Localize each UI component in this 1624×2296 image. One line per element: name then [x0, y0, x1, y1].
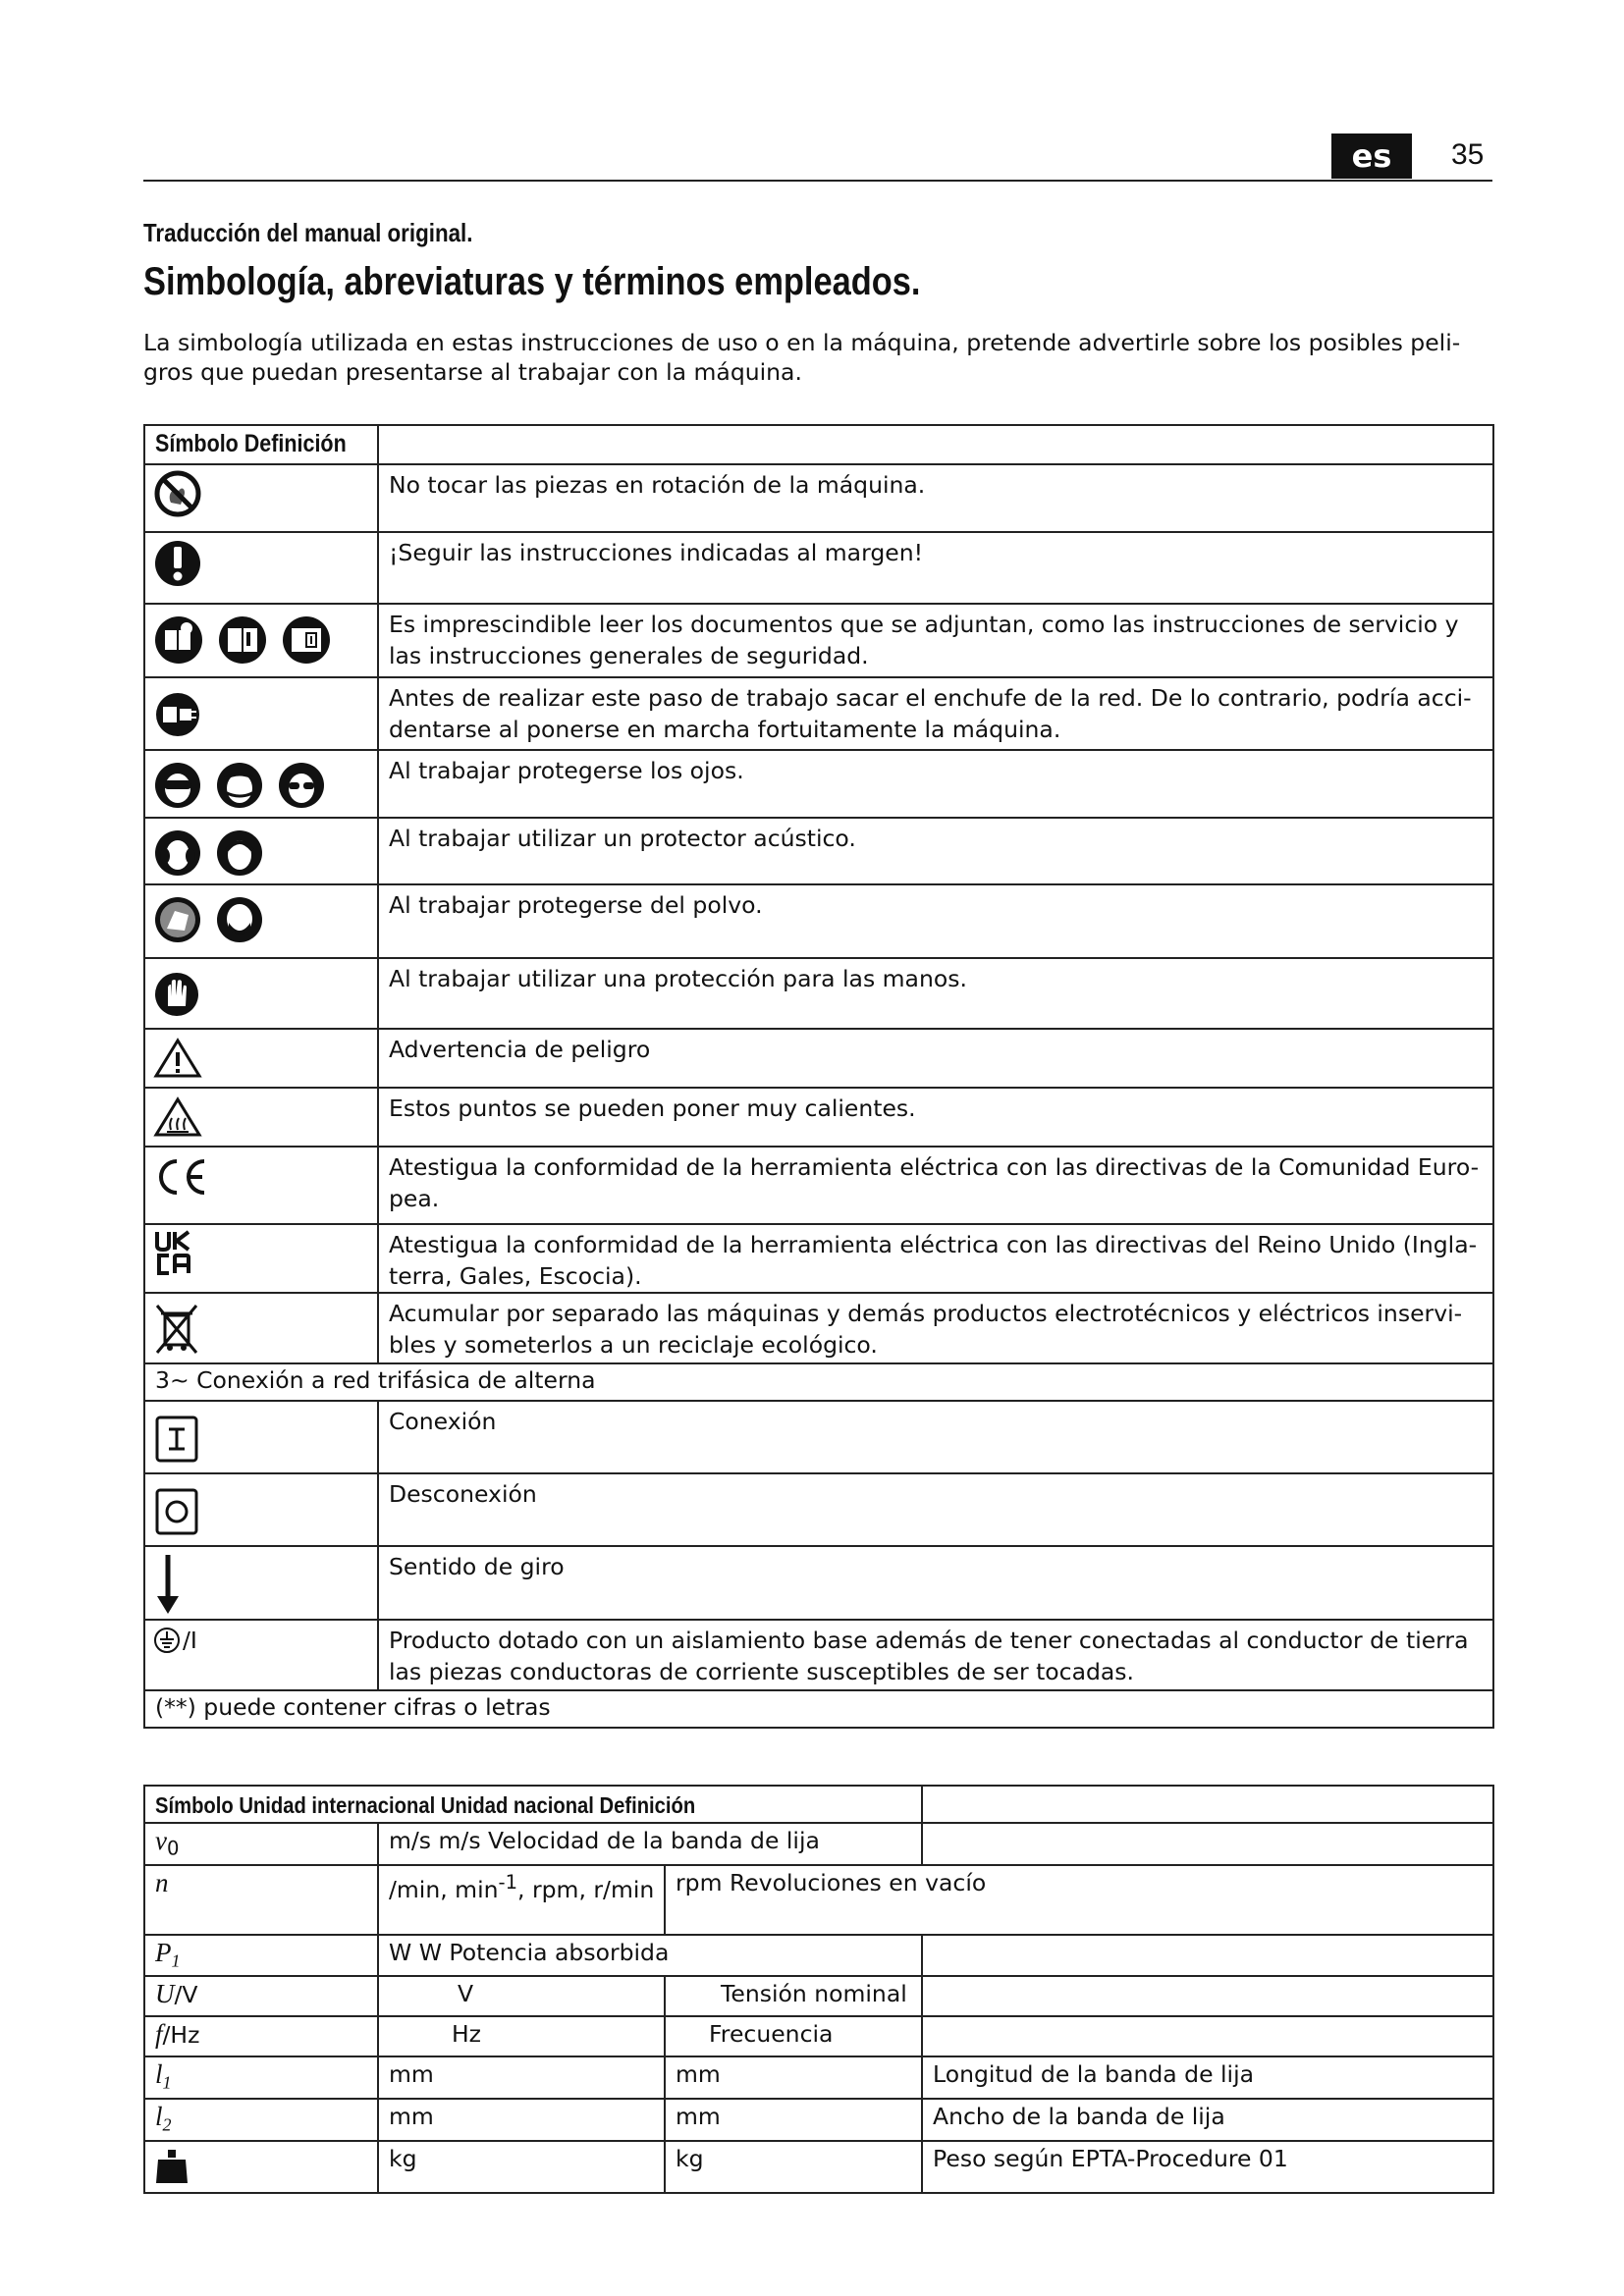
no-touch-rotating-icon	[153, 469, 202, 518]
definition-text: Al trabajar protegerse los ojos.	[378, 750, 1493, 818]
dust-protection-icon	[153, 895, 202, 944]
definition-text: Al trabajar utilizar una protección para las manos.	[378, 958, 1493, 1029]
unit-cell: Hz	[378, 2016, 665, 2056]
footnote-text: (**) puede contener cifras o letras	[144, 1690, 1493, 1728]
symbol-cell: U	[155, 1979, 175, 2009]
table-row	[144, 1147, 1493, 1224]
table-row	[144, 2141, 1493, 2193]
definition-text: Antes de realizar este paso de trabajo sacar el enchufe de la red. De lo contrario, podría acci-dentarse al ponerse en marcha fortuitamente la máquina.	[378, 677, 1493, 750]
eye-protection-icon	[153, 761, 202, 810]
table-row	[144, 1690, 1493, 1728]
table-row	[144, 1546, 1493, 1620]
definition-text: Conexión	[378, 1401, 1493, 1473]
row-text: rpm Revoluciones en vacío	[665, 1865, 1493, 1935]
unit-cell: V	[378, 1976, 665, 2016]
mandatory-action-icon	[153, 537, 202, 590]
face-shield-icon	[215, 761, 264, 810]
table-row	[144, 2016, 1493, 2056]
weight-icon	[155, 2148, 189, 2185]
table-row	[144, 1088, 1493, 1147]
hot-surface-icon	[153, 1096, 202, 1138]
unit-superscript: -1	[498, 1870, 518, 1894]
definition-cell: Ancho de la banda de lija	[922, 2099, 1493, 2141]
dust-mask-icon	[215, 895, 264, 944]
unit-cell: kg	[378, 2141, 665, 2193]
definition-cell	[922, 1935, 1493, 1977]
table-row	[144, 884, 1493, 958]
symbol-cell: f	[155, 2019, 163, 2050]
warning-icon	[153, 1038, 202, 1079]
table-row	[144, 2099, 1493, 2141]
definition-text: Producto dotado con un aislamiento base además de tener conectadas al conductor de tierra las piezas conductoras de corriente susceptibles de ser tocadas.	[378, 1620, 1493, 1690]
table-row	[144, 958, 1493, 1029]
table-row	[144, 1823, 1493, 1865]
row-text: m/s m/s Velocidad de la banda de lija	[378, 1823, 922, 1865]
manual-info-icon	[281, 614, 332, 666]
intro-paragraph: La simbología utilizada en estas instrucciones de uso o en la máquina, pretende advertirle sobre los posibles peli-gros que puedan presentarse al trabajar con la máquina.	[143, 329, 1461, 386]
table-row	[144, 677, 1493, 750]
definition-text: Estos puntos se pueden poner muy calientes.	[378, 1088, 1493, 1147]
unit-cell: mm	[378, 2056, 665, 2099]
definition-cell	[922, 1976, 1493, 2016]
read-manual-icon	[153, 614, 204, 666]
table-row	[144, 818, 1493, 884]
ear-protection-icon	[153, 828, 202, 878]
ukca-mark-icon	[153, 1229, 192, 1276]
definition-text: Desconexión	[378, 1473, 1493, 1546]
unit-cell: /min, $\min^{-1}$, rpm, r/min	[378, 1865, 665, 1935]
table-header: Símbolo Definición	[144, 425, 378, 464]
symbol-subscript: 2	[162, 2114, 172, 2135]
three-phase-text: 3~ Conexión a red trifásica de alterna	[144, 1363, 1493, 1401]
table-row	[144, 1224, 1493, 1293]
symbol-cell: n	[155, 1867, 169, 1897]
manual-book-icon	[217, 614, 268, 666]
table-row	[144, 750, 1493, 818]
definition-text: No tocar las piezas en rotación de la máquina.	[378, 464, 1493, 532]
page-number: 35	[1451, 138, 1485, 171]
ce-mark-icon	[153, 1157, 210, 1197]
table-row	[144, 1935, 1493, 1977]
header-rule	[143, 180, 1492, 182]
table-row	[144, 1363, 1493, 1401]
unit-cell: kg	[665, 2141, 922, 2193]
rotation-direction-icon	[153, 1553, 183, 1618]
symbol-cell: v	[155, 1826, 167, 1855]
symbol-cell: l	[155, 2059, 163, 2090]
table-header: Símbolo Unidad internacional Unidad nacional Definición	[144, 1786, 922, 1823]
definition-text: Sentido de giro	[378, 1546, 1493, 1620]
symbol-suffix: /Hz	[162, 2021, 200, 2050]
table-row	[144, 1029, 1493, 1088]
units-table	[143, 1785, 1494, 2194]
ear-muffs-icon	[215, 828, 264, 878]
unit-cell: mm	[665, 2099, 922, 2141]
unit-cell: Frecuencia	[665, 2016, 922, 2056]
unit-cell: Tensión nominal	[665, 1976, 922, 2016]
definition-text: ¡Seguir las instrucciones indicadas al margen!	[378, 532, 1493, 604]
document-subtitle: Traducción del manual original.	[143, 218, 473, 247]
unit-cell: mm	[665, 2056, 922, 2099]
definition-text: Acumular por separado las máquinas y demás productos electrotécnicos y eléctricos inservi-bles y someterlos a un reciclaje ecológico.	[378, 1293, 1493, 1363]
unplug-icon	[153, 690, 202, 739]
row-text: W W Potencia absorbida	[378, 1935, 922, 1977]
definition-cell	[922, 1823, 1493, 1865]
definition-text: Al trabajar protegerse del polvo.	[378, 884, 1493, 958]
symbols-table	[143, 424, 1494, 1729]
table-row	[144, 1401, 1493, 1473]
unit-cell: mm	[378, 2099, 665, 2141]
table-row	[144, 1620, 1493, 1690]
table-row	[144, 2056, 1493, 2099]
definition-text: Al trabajar utilizar un protector acústico.	[378, 818, 1493, 884]
definition-text: Atestigua la conformidad de la herramienta eléctrica con las directivas del Reino Unido (Ingla-terra, Gales, Escocia).	[378, 1224, 1493, 1293]
table-row	[144, 1976, 1493, 2016]
symbol-subscript: 0	[166, 1837, 180, 1860]
table-row	[144, 1473, 1493, 1546]
definition-text: Atestigua la conformidad de la herramienta eléctrica con las directivas de la Comunidad Euro-pea.	[378, 1147, 1493, 1224]
switch-off-icon	[153, 1486, 200, 1537]
safety-glasses-icon	[277, 761, 326, 810]
definition-cell: Peso según EPTA-Procedure 01	[922, 2141, 1493, 2193]
class-i-label: /I	[183, 1627, 197, 1654]
symbol-cell: l	[155, 2102, 163, 2132]
table-row	[144, 604, 1493, 677]
hand-protection-icon	[153, 969, 200, 1020]
section-title: Simbología, abreviaturas y términos empleados.	[143, 260, 921, 303]
table-row	[144, 1865, 1493, 1935]
protective-earth-icon	[153, 1627, 181, 1654]
symbol-subscript: 1	[171, 1950, 181, 1971]
definition-cell	[922, 2016, 1493, 2056]
language-badge: es	[1331, 133, 1412, 179]
table-row	[144, 464, 1493, 532]
definition-cell: Longitud de la banda de lija	[922, 2056, 1493, 2099]
table-row	[144, 532, 1493, 604]
symbol-suffix: /V	[174, 1981, 198, 2009]
table-row	[144, 1293, 1493, 1363]
symbol-subscript: 1	[162, 2073, 172, 2094]
symbol-cell: P	[155, 1937, 172, 1967]
definition-text: Advertencia de peligro	[378, 1029, 1493, 1088]
weee-bin-icon	[153, 1302, 200, 1357]
switch-on-icon	[153, 1414, 200, 1465]
definition-text: Es imprescindible leer los documentos que se adjuntan, como las instrucciones de servicio y las instrucciones generales de seguridad.	[378, 604, 1493, 677]
